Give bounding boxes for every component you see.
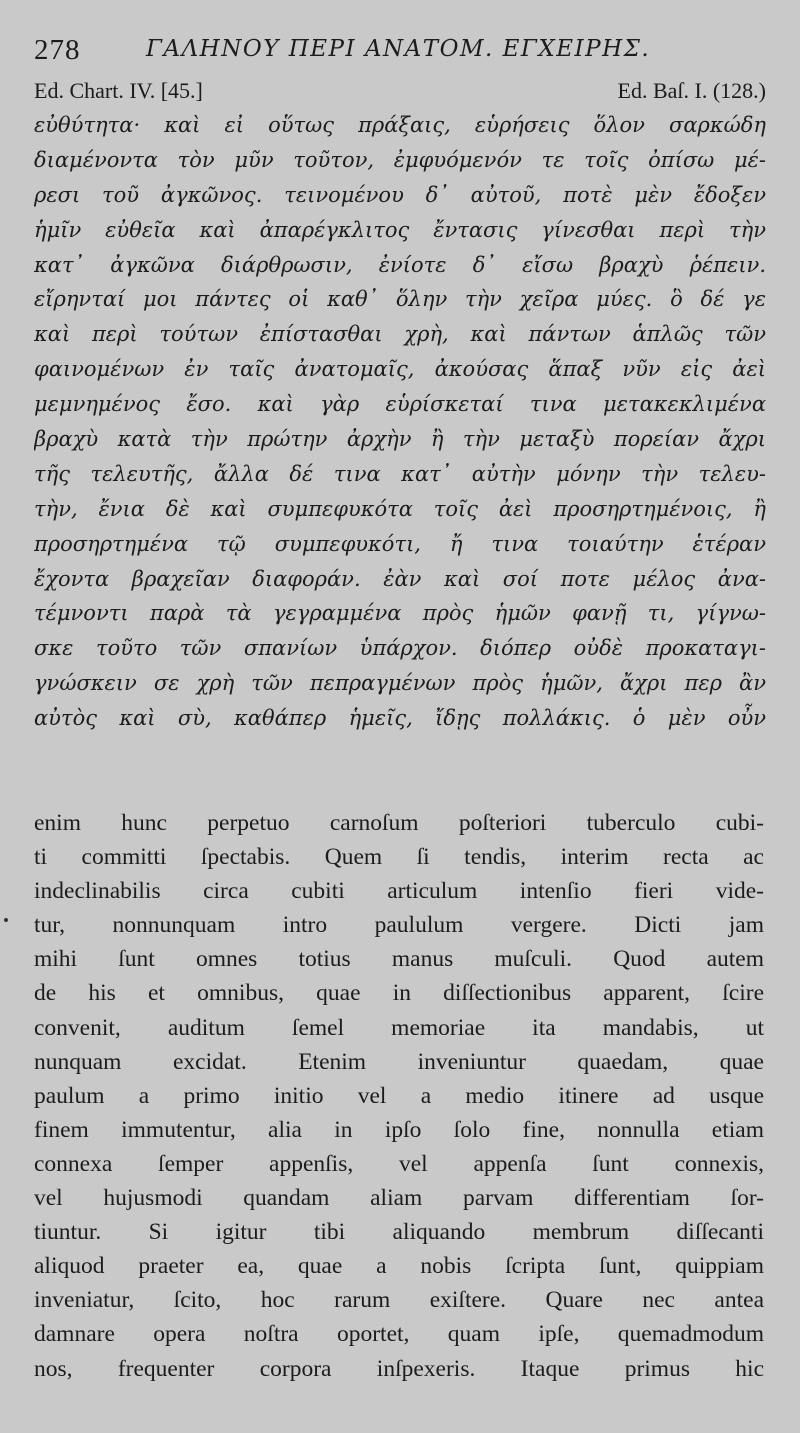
latin-line: tiuntur. Si igitur tibi aliquando membrum diſſecanti xyxy=(34,1219,764,1246)
greek-line: τῆς τελευτῆς, ἄλλα δέ τινα κατ᾿ αὐτὴν μόνην τὴν τελευ- xyxy=(34,461,766,486)
latin-line: damnare opera noſtra oportet, quam ipſe, quemadmodum xyxy=(34,1321,764,1348)
latin-line: vel hujusmodi quandam aliam parvam differentiam ſor- xyxy=(34,1185,764,1212)
latin-line: inveniatur, ſcito, hoc rarum exiſtere. Quare nec antea xyxy=(34,1287,764,1314)
latin-text-block xyxy=(34,806,764,1386)
greek-line: τέμνοντι παρὰ τὰ γεγραμμένα πρὸς ἡμῶν φανῇ τι, γίγνω- xyxy=(34,601,766,626)
latin-line: de his et omnibus, quae in diſſectionibus apparent, ſcire xyxy=(34,980,764,1007)
latin-line: ti committi ſpectabis. Quem ſi tendis, interim recta ac xyxy=(34,844,764,871)
greek-line: μεμνημένος ἔσο. καὶ γὰρ εὑρίσκεταί τινα μετακεκλιμένα xyxy=(34,392,766,417)
latin-line: aliquod praeter ea, quae a nobis ſcripta ſunt, quippiam xyxy=(34,1253,764,1280)
greek-text-block xyxy=(34,108,766,736)
greek-line: εἴρηνταί μοι πάντες οἱ καθ᾿ ὅλην τὴν χεῖρα μύες. ὃ δέ γε xyxy=(34,287,766,312)
latin-line: nos, frequenter corpora inſpexeris. Itaque primus hic xyxy=(34,1355,764,1382)
running-title: ΓΑΛΗΝΟΥ ΠΕΡΙ ΑΝΑΤΟΜ. ΕΓΧΕΙΡΗΣ. xyxy=(146,36,651,62)
greek-line: γνώσκειν σε χρὴ τῶν πεπραγμένων πρὸς ἡμῶν, ἄχρι περ ἂν xyxy=(34,671,766,696)
margin-dot-mark xyxy=(4,918,8,922)
greek-line: ἔχοντα βραχεῖαν διαφοράν. ἐὰν καὶ σοί ποτε μέλος ἀνα- xyxy=(34,566,766,591)
greek-line: καὶ περὶ τούτων ἐπίστασθαι χρὴ, καὶ πάντων ἁπλῶς τῶν xyxy=(34,322,766,347)
greek-line: εὐθύτητα· καὶ εἰ οὕτως πράξαις, εὑρήσεις ὅλον σαρκώδη xyxy=(34,113,766,137)
latin-line: finem immutentur, alia in ipſo ſolo fine, nonnulla etiam xyxy=(34,1116,764,1143)
edition-reference-left: Ed. Chart. IV. [45.] xyxy=(34,78,203,103)
greek-line: αὐτὸς καὶ σὺ, καθάπερ ἡμεῖς, ἴδῃς πολλάκις. ὁ μὲν οὖν xyxy=(34,706,766,731)
greek-line: σκε τοῦτο τῶν σπανίων ὑπάρχον. διόπερ οὐδὲ προκαταγι- xyxy=(34,636,766,661)
edition-reference-right: Ed. Baſ. I. (128.) xyxy=(617,78,766,103)
latin-line: mihi ſunt omnes totius manus muſculi. Quod autem xyxy=(34,946,764,973)
latin-line: enim hunc perpetuo carnoſum poſteriori tuberculo cubi- xyxy=(34,810,764,836)
greek-line: βραχὺ κατὰ τὴν πρώτην ἀρχὴν ἢ τὴν μεταξὺ πορείαν ἄχρι xyxy=(34,427,766,452)
latin-line: indeclinabilis circa cubiti articulum intenſio fieri vide- xyxy=(34,878,764,905)
page-header xyxy=(34,30,774,70)
greek-line: κατ᾿ ἀγκῶνα διάρθρωσιν, ἐνίοτε δ᾿ εἴσω βραχὺ ῥέπειν. xyxy=(34,252,766,277)
greek-line: τὴν, ἔνια δὲ καὶ συμπεφυκότα τοῖς ἀεὶ προσηρτημένοις, ἢ xyxy=(34,496,766,521)
greek-line: προσηρτημένα τῷ συμπεφυκότι, ἤ τινα τοιαύτην ἑτέραν xyxy=(34,531,766,556)
latin-line: convenit, auditum ſemel memoriae ita mandabis, ut xyxy=(34,1014,764,1041)
greek-line: ἡμῖν εὐθεῖα καὶ ἀπαρέγκλιτος ἔντασις γίνεσθαι περὶ τὴν xyxy=(34,217,766,242)
latin-line: paulum a primo initio vel a medio itinere ad usque xyxy=(34,1082,764,1109)
greek-line: φαινομένων ἐν ταῖς ἀνατομαῖς, ἀκούσας ἅπαξ νῦν εἰς ἀεὶ xyxy=(34,357,766,382)
greek-line: ρεσι τοῦ ἀγκῶνος. τεινομένου δ᾿ αὐτοῦ, ποτὲ μὲν ἔδοξεν xyxy=(34,182,766,207)
latin-line: connexa ſemper appenſis, vel appenſa ſunt connexis, xyxy=(34,1150,764,1177)
page-number: 278 xyxy=(34,34,81,66)
greek-line: διαμένοντα τὸν μῦν τοῦτον, ἐμφυόμενόν τε τοῖς ὀπίσω μέ- xyxy=(34,147,766,172)
latin-line: nunquam excidat. Etenim inveniuntur quaedam, quae xyxy=(34,1048,764,1075)
latin-line: tur, nonnunquam intro paululum vergere. Dicti jam xyxy=(34,912,764,939)
